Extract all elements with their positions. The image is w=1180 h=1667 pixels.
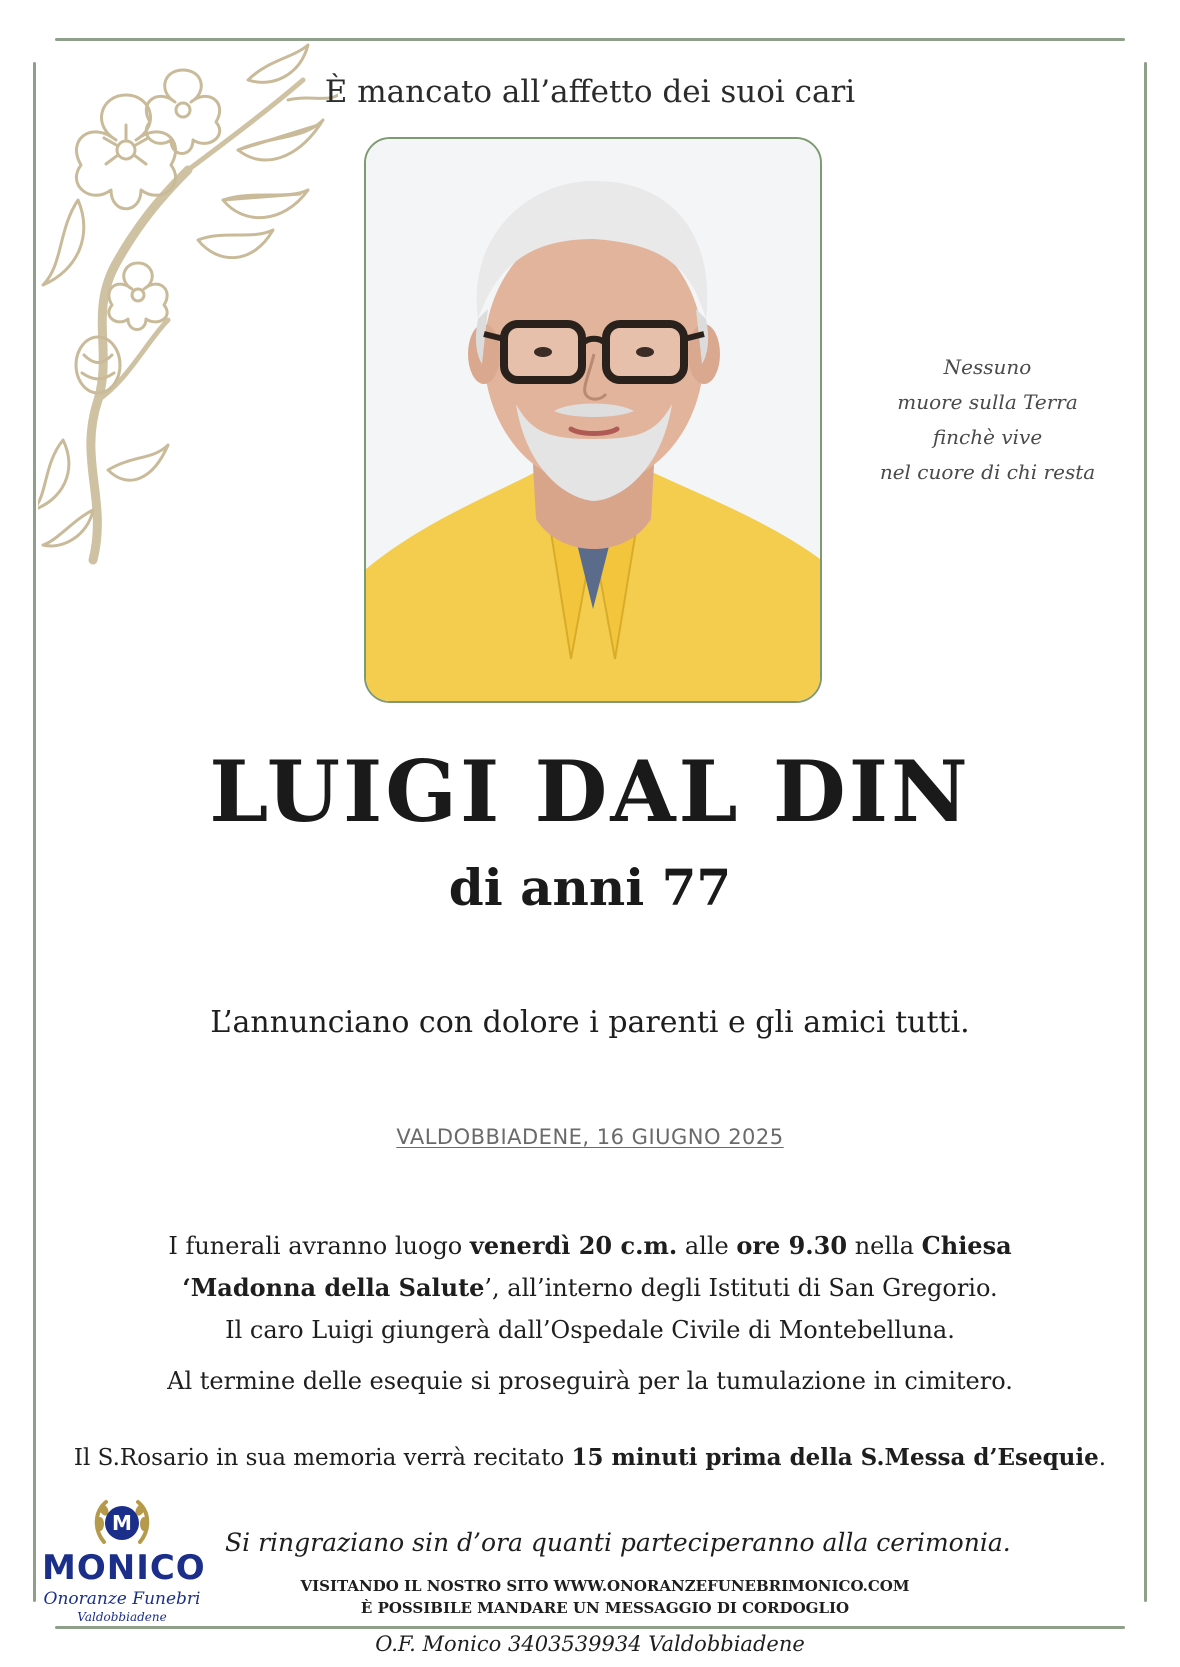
place-date: VALDOBBIADENE, 16 GIUGNO 2025 xyxy=(396,1125,784,1149)
memorial-quote xyxy=(860,350,1115,490)
quote-line: nel cuore di chi resta xyxy=(879,460,1096,484)
portrait-photo xyxy=(364,137,822,703)
frame-left-line xyxy=(33,62,36,1602)
portrait-illustration xyxy=(366,139,820,701)
rosary-intro: Il S.Rosario in sua memoria verrà recitato xyxy=(73,1445,572,1471)
rosary-time: 15 minuti prima della S.Messa d’Esequie xyxy=(571,1444,1099,1471)
headline: È mancato all’affetto dei suoi cari xyxy=(324,74,856,110)
frame-bottom-line xyxy=(55,1626,1125,1629)
funeral-church-label: Chiesa xyxy=(921,1231,1012,1260)
deceased-name: LUIGI DAL DIN xyxy=(209,742,971,841)
rosary-text xyxy=(60,1444,1120,1471)
funeral-day: venerdì 20 c.m. xyxy=(469,1231,678,1260)
funeral-time: ore 9.30 xyxy=(736,1231,848,1260)
funeral-text: nella xyxy=(847,1232,922,1260)
funeral-church-name: ‘Madonna della Salute xyxy=(182,1273,485,1302)
quote-line: muore sulla Terra xyxy=(897,390,1078,414)
flower-branch-icon xyxy=(38,40,338,600)
funeral-line-3: Il caro Luigi giungerà dall’Ospedale Civile di Montebelluna. xyxy=(225,1316,955,1344)
funeral-line-2 xyxy=(80,1267,1100,1309)
quote-line: finchè vive xyxy=(932,425,1043,449)
quote-line: Nessuno xyxy=(943,355,1032,379)
burial-text: Al termine delle esequie si proseguirà per la tumulazione in cimitero. xyxy=(167,1367,1013,1395)
monico-logo xyxy=(42,1494,206,1624)
deceased-age: di anni 77 xyxy=(448,858,732,917)
funeral-text: I funerali avranno luogo xyxy=(168,1232,470,1260)
funeral-line-1 xyxy=(80,1225,1100,1267)
website-notice xyxy=(230,1575,980,1619)
website-line-1: VISITANDO IL NOSTRO SITO WWW.ONORANZEFUNEBRIMONICO.COM xyxy=(300,1577,910,1595)
logo-letter: M xyxy=(112,1511,132,1535)
thanks-text: Si ringraziano sin d’ora quanti parteciperanno alla cerimonia. xyxy=(225,1528,1011,1557)
funeral-text: alle xyxy=(677,1232,737,1260)
logo-subtitle: Onoranze Funebri xyxy=(43,1589,201,1609)
funeral-details xyxy=(80,1225,1100,1351)
logo-town: Valdobbiadene xyxy=(77,1610,167,1624)
logo-brand: MONICO xyxy=(42,1548,206,1588)
rosary-end: . xyxy=(1098,1445,1107,1471)
frame-right-line xyxy=(1144,62,1147,1602)
contact-line: O.F. Monico 3403539934 Valdobbiadene xyxy=(375,1632,805,1656)
laurel-wreath-icon xyxy=(92,1494,152,1554)
announcement-text: L’annunciano con dolore i parenti e gli amici tutti. xyxy=(210,1005,970,1040)
funeral-text: ’, all’interno degli Istituti di San Gregorio. xyxy=(484,1274,998,1302)
website-line-2: È POSSIBILE MANDARE UN MESSAGGIO DI CORDOGLIO xyxy=(360,1599,850,1617)
